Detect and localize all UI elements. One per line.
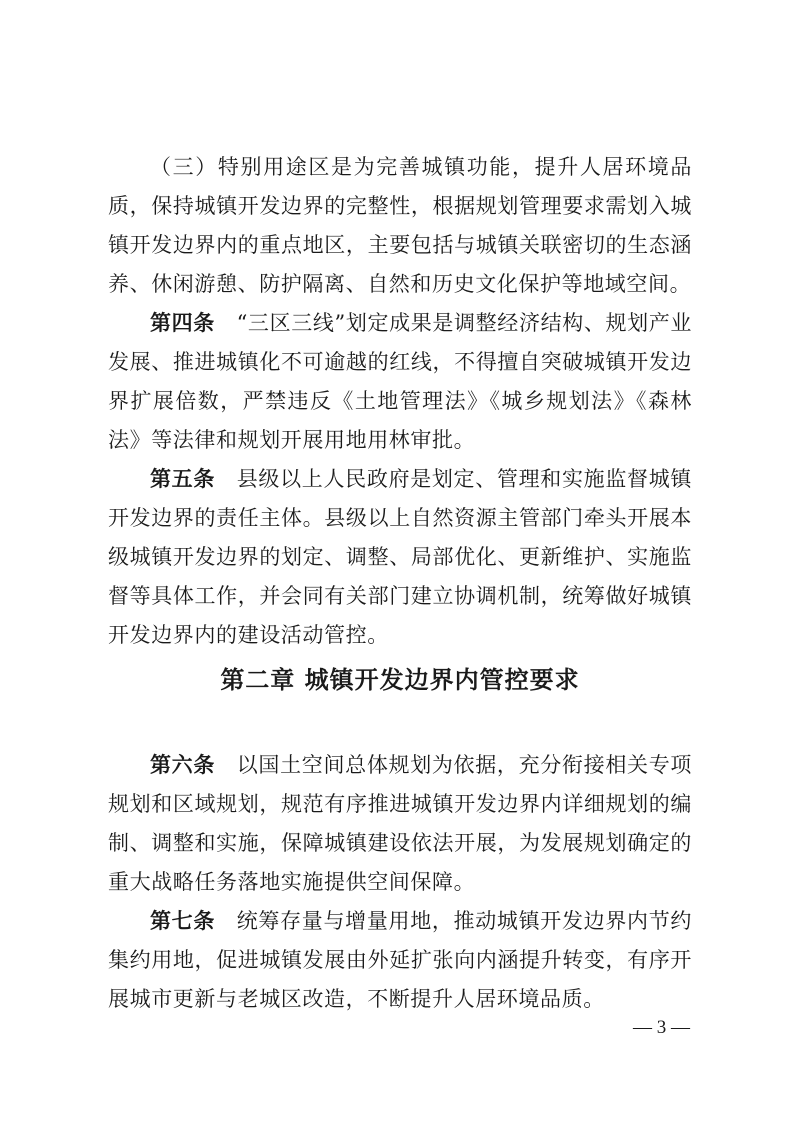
article-number: 第六条 bbox=[150, 753, 216, 777]
paragraph-article-6 bbox=[108, 746, 692, 902]
paragraph-article-5 bbox=[108, 460, 692, 655]
article-number: 第七条 bbox=[150, 909, 216, 933]
article-number: 第五条 bbox=[150, 467, 216, 491]
paragraph-text: 县级以上人民政府是划定、管理和实施监督城镇开发边界的责任主体。县级以上自然资源主管部门牵头开展本级城镇开发边界的划定、调整、局部优化、更新维护、实施监督等具体工作，并会同有关部门建立协调机制，统筹做好城镇开发边界内的建设活动管控。 bbox=[108, 467, 692, 647]
paragraph-article-7 bbox=[108, 902, 692, 1019]
chapter-title: 第二章 城镇开发边界内管控要求 bbox=[220, 666, 580, 694]
paragraph-text: （三）特别用途区是为完善城镇功能，提升人居环境品质，保持城镇开发边界的完整性，根据规划管理要求需划入城镇开发边界内的重点地区，主要包括与城镇关联密切的生态涵养、休闲游憩、防护隔离、自然和历史文化保护等地域空间。 bbox=[108, 155, 692, 296]
paragraph-special-use-zone bbox=[108, 148, 692, 304]
page-number: — 3 — bbox=[633, 1017, 690, 1038]
article-number: 第四条 bbox=[150, 311, 215, 335]
paragraph-text: 以国土空间总体规划为依据，充分衔接相关专项规划和区域规划，规范有序推进城镇开发边界内详细规划的编制、调整和实施，保障城镇建设依法开展，为发展规划确定的重大战略任务落地实施提供空间保障。 bbox=[108, 753, 692, 894]
paragraph-text: “三区三线”划定成果是调整经济结构、规划产业发展、推进城镇化不可逾越的红线，不得擅自突破城镇开发边界扩展倍数，严禁违反《土地管理法》《城乡规划法》《森林法》等法律和规划开展用地用林审批。 bbox=[108, 311, 692, 452]
paragraph-article-4 bbox=[108, 304, 692, 460]
paragraph-text: 统筹存量与增量用地，推动城镇开发边界内节约集约用地，促进城镇发展由外延扩张向内涵提升转变，有序开展城市更新与老城区改造，不断提升人居环境品质。 bbox=[108, 909, 692, 1011]
